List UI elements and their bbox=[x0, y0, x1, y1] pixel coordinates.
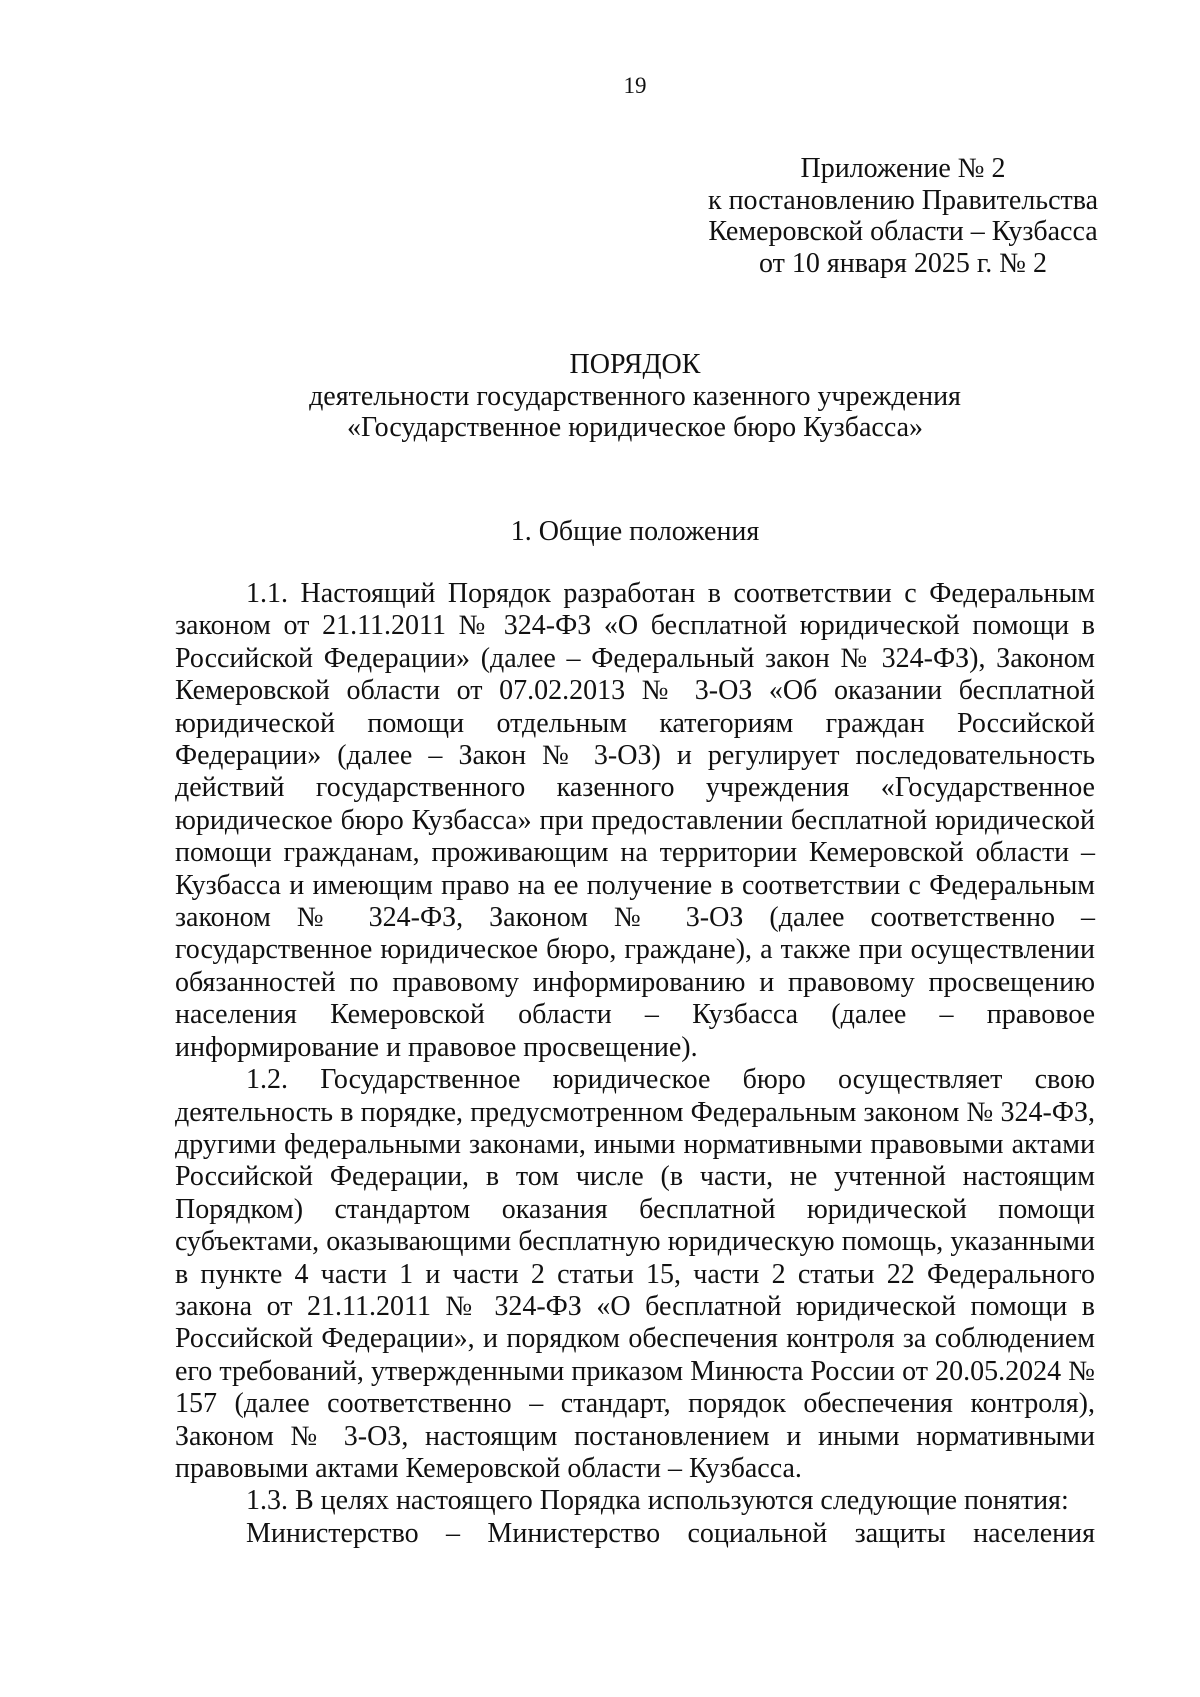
paragraph-1-1: 1.1. Настоящий Порядок разработан в соответствии с Федеральным законом от 21.11.2011 № 324-ФЗ «О бесплатной юридической помощи в Российской Федерации» (далее – Федеральный закон № 324-ФЗ), Законом Кемеровской области от 07.02.2013 № 3-ОЗ «Об оказании бесплатной юридической помощи отдельным категориям граждан Российской Федерации» (далее – Закон № 3-ОЗ) и регулирует последовательность действий государственного казенного учреждения «Государственное юридическое бюро Кузбасса» при предоставлении бесплатной юридической помощи гражданам, проживающим на территории Кемеровской области – Кузбасса и имеющим право на ее получение в соответствии с Федеральным законом № 324-ФЗ, Законом № 3-ОЗ (далее соответственно – государственное юридическое бюро, граждане), а также при осуществлении обязанностей по правовому информированию и правовому просвещению населения Кемеровской области – Кузбасса (далее – правовое информирование и правовое просвещение). bbox=[175, 578, 1095, 1063]
title-line-2: деятельности государственного казенного учреждения bbox=[309, 380, 961, 412]
body-text bbox=[175, 578, 1095, 1550]
section-heading: 1. Общие положения bbox=[510, 516, 760, 547]
paragraph-definition-ministry: Министерство – Министерство социальной защиты населения bbox=[246, 1517, 1095, 1549]
appendix-line-1: Приложение № 2 bbox=[800, 153, 1006, 184]
appendix-line-4: от 10 января 2025 г. № 2 bbox=[759, 247, 1047, 279]
document-title bbox=[175, 349, 1095, 444]
appendix-line-2: к постановлению Правительства bbox=[707, 184, 1099, 216]
paragraph-1-2: 1.2. Государственное юридическое бюро осуществляет свою деятельность в порядке, предусмотренном Федеральным законом № 324-ФЗ, другими федеральными законами, иными нормативными правовыми актами Российской Федерации, в том числе (в части, не учтенной настоящим Порядком) стандартом оказания бесплатной юридической помощи субъектами, оказывающими бесплатную юридическую помощь, указанными в пункте 4 части 1 и части 2 статьи 15, части 2 статьи 22 Федерального закона от 21.11.2011 № 324-ФЗ «О бесплатной юридической помощи в Российской Федерации», и порядком обеспечения контроля за соблюдением его требований, утвержденными приказом Минюста России от 20.05.2024 № 157 (далее соответственно – стандарт, порядок обеспечения контроля), Законом № 3-ОЗ, настоящим постановлением и иными нормативными правовыми актами Кемеровской области – Кузбасса. bbox=[175, 1064, 1095, 1484]
paragraph-1-3: 1.3. В целях настоящего Порядка используются следующие понятия: bbox=[246, 1485, 1069, 1517]
appendix-line-3: Кемеровской области – Кузбасса bbox=[708, 216, 1098, 247]
appendix-block bbox=[693, 153, 1113, 279]
title-line-3: «Государственное юридическое бюро Кузбасса» bbox=[346, 412, 924, 443]
title-main: ПОРЯДОК bbox=[569, 349, 701, 380]
page-number: 19 bbox=[623, 73, 647, 98]
